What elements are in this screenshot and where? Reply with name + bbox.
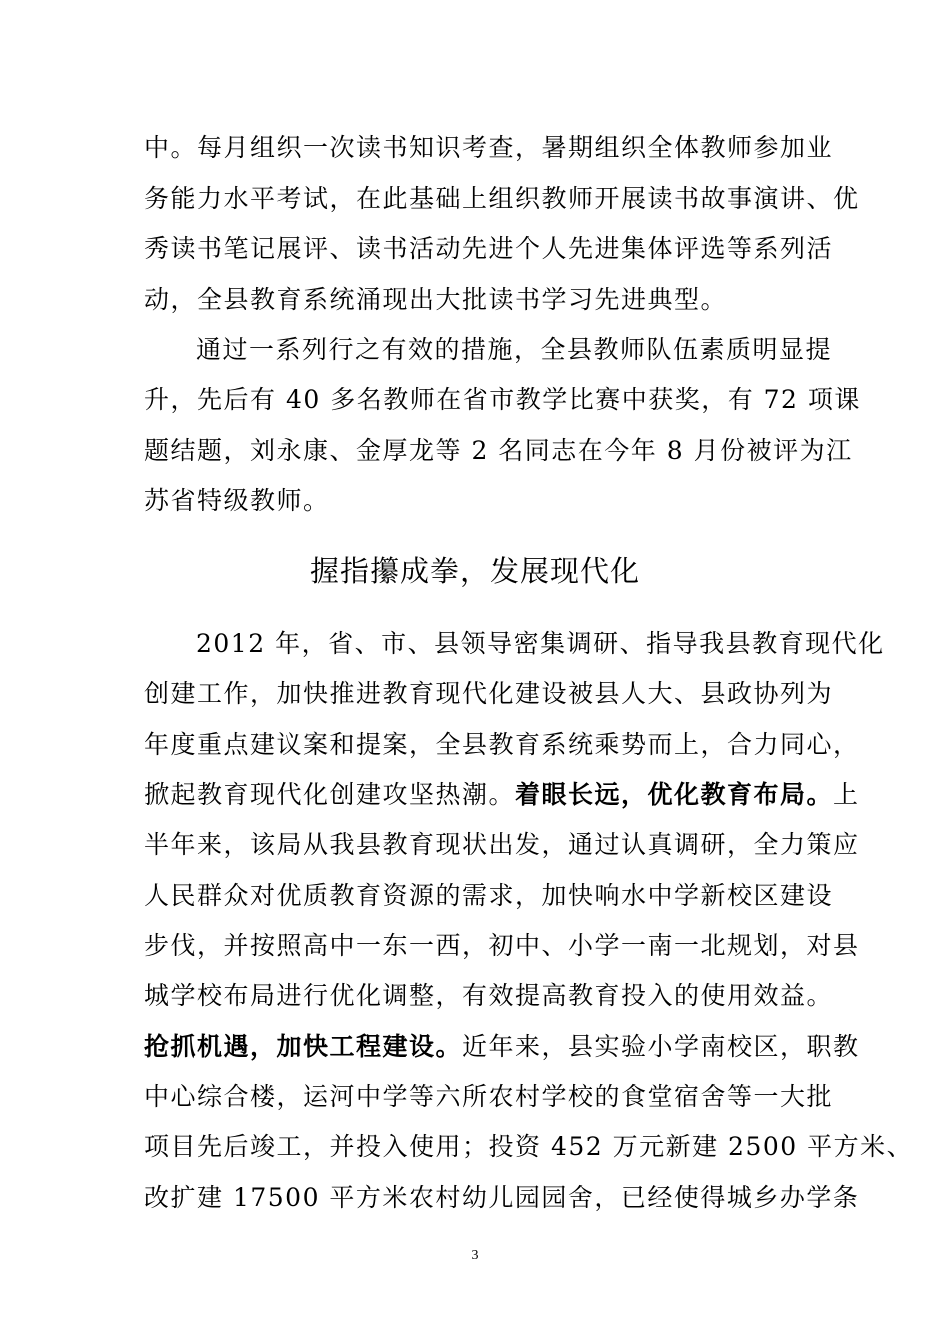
paragraph-text: 掀起教育现代化创建攻坚热潮。 bbox=[144, 780, 516, 809]
page-number: 3 bbox=[471, 1248, 479, 1263]
paragraph-line: 通过一系列行之有效的措施，全县教师队伍素质明显提 bbox=[196, 335, 833, 364]
paragraph-line: 动，全县教育系统涌现出大批读书学习先进典型。 bbox=[144, 285, 728, 314]
paragraph-line: 中心综合楼，运河中学等六所农村学校的食堂宿舍等一大批 bbox=[144, 1082, 834, 1111]
paragraph-line: 年度重点建议案和提案，全县教育系统乘势而上，合力同心， bbox=[144, 730, 860, 759]
paragraph-line: 秀读书笔记展评、读书活动先进个人先进集体评选等系列活 bbox=[144, 234, 834, 263]
bold-lead-phrase: 着眼长远，优化教育布局。 bbox=[515, 780, 834, 809]
paragraph-line: 创建工作，加快推进教育现代化建设被县人大、县政协列为 bbox=[144, 679, 834, 708]
paragraph-line: 苏省特级教师。 bbox=[144, 486, 330, 515]
paragraph-line bbox=[144, 778, 860, 812]
paragraph-line: 项目先后竣工，并投入使用；投资 452 万元新建 2500 平方米、 bbox=[144, 1132, 914, 1161]
paragraph-line: 中。每月组织一次读书知识考查，暑期组织全体教师参加业 bbox=[144, 133, 834, 162]
paragraph-line: 半年来，该局从我县教育现状出发，通过认真调研，全力策应 bbox=[144, 830, 860, 859]
paragraph-text: 近年来，县实验小学南校区，职教 bbox=[462, 1032, 860, 1061]
paragraph-line: 城学校布局进行优化调整，有效提高教育投入的使用效益。 bbox=[144, 981, 834, 1010]
section-heading: 握指攥成拳，发展现代化 bbox=[309, 554, 640, 588]
paragraph-line: 2012 年，省、市、县领导密集调研、指导我县教育现代化 bbox=[196, 629, 885, 658]
paragraph-text: 上 bbox=[833, 780, 860, 809]
paragraph-line: 升，先后有 40 多名教师在省市教学比赛中获奖，有 72 项课 bbox=[144, 385, 861, 414]
bold-lead-phrase: 抢抓机遇，加快工程建设。 bbox=[144, 1032, 463, 1061]
paragraph-line: 题结题，刘永康、金厚龙等 2 名同志在今年 8 月份被评为江 bbox=[144, 436, 853, 465]
paragraph-line: 改扩建 17500 平方米农村幼儿园园舍，已经使得城乡办学条 bbox=[144, 1183, 860, 1212]
paragraph-line bbox=[144, 1030, 860, 1064]
paragraph-line: 务能力水平考试，在此基础上组织教师开展读书故事演讲、优 bbox=[144, 184, 860, 213]
paragraph-line: 人民群众对优质教育资源的需求，加快响水中学新校区建设 bbox=[144, 881, 834, 910]
paragraph-line: 步伐，并按照高中一东一西，初中、小学一南一北规划，对县 bbox=[144, 931, 860, 960]
